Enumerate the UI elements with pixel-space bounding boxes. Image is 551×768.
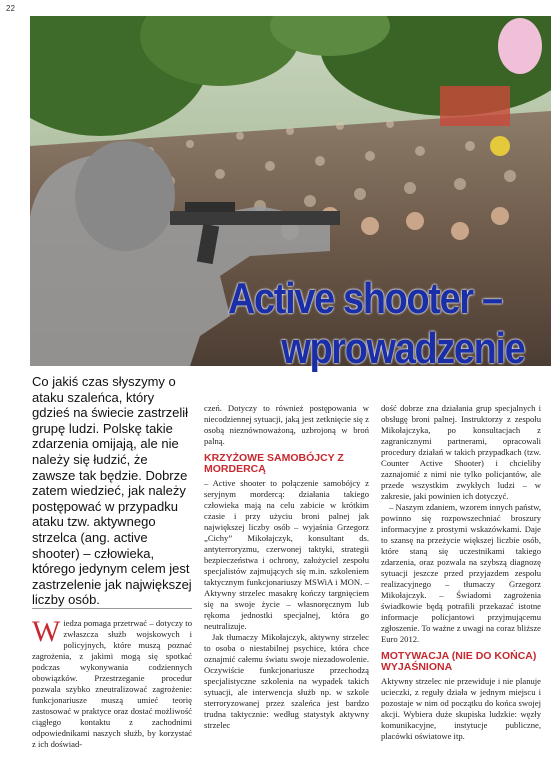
article-headline [228,274,525,374]
column-1 [32,615,192,750]
lead-divider [32,608,192,609]
col2-paragraph-3: Jak tłumaczy Mikołajczyk, aktywny strzelec to osoba o niestabilnej psychice, która chce oznajmić całemu światu swoje niezadowolenie. Oczywiście funkcjonariusze przechodzą specjalistyczne szkolenia na wypadek takich sytuacji, ale interwencja służb np. w szkole sterroryzowanej przez szaleńca jest bardzo trudna taktycznie: według statystyk aktywny strzelec [204,632,369,730]
page-number: 22 [6,4,15,13]
drop-cap: W [32,615,61,648]
col2-paragraph-1: czeń. Dotyczy to również postępowania w niecodziennej sytuacji, jaką jest zetknięcie się z osobą nieznównoważoną, uzbrojoną w broń palną. [204,403,369,446]
subheading-2: MOTYWACJA (NIE DO KOŃCA) WYJAŚNIONA [381,650,537,673]
lead-paragraph: Co jakiś czas słyszymy o ataku szaleńca, który gdzieś na świecie zastrzelił grupę ludzi. Polskę takie zdarzenia omijają, ale nie należy się łudzić, że zawsze tak będzie. Dobrze zatem wiedzieć, jak należy postępować w przypadku ataku tzw. aktywnego strzelca (ang. active shooter) – człowieka, którego jedynym celem jest zastrzelenie jak największej liczby osób. [32,374,192,608]
col3-paragraph-1: dość dobrze zna działania grup specjalnych i obsługę broni palnej. Instruktorzy z zespołu Mikołajczyka, po konsultacjach z zagranicznymi partnerami, opracowali procedury działań w takich przypadkach (tzw. Counter Active Shooter) i chcieliby zaznajomić z nimi nie tylko policjantów, ale przede wszystkim zwykłych ludzi – w zakresie, jaki powinien ich dotyczyć. [381,403,541,501]
col3-paragraph-3: Aktywny strzelec nie przewiduje i nie planuje ucieczki, z reguły działa w jednym miejscu i pozostaje w nim od początku do końca swojej akcji. Wybiera duże skupiska ludzkie: węzły komunikacyjne, instytucje publiczne, placówki oświatowe itp. [381,676,541,741]
col3-paragraph-2: – Naszym zdaniem, wzorem innych państw, powinno się rozpowszechniać broszury informacyjne z prostymi wskazówkami. Daje to szansę na przeżycie większej liczbie osób, które staną się uczestnikami takiego zdarzenia, oraz pozwala na szybszą diagnozę sytuacji jeszcze przed przyjazdem zespołu realizacyjnego – tłumaczy Grzegorz Mikołajczyk. – Świadomi zagrożenia świadkowie będą potrafili przekazać istotne informacje policjantowi przyjmującemu zgłoszenie. To ważne z uwagi na coraz bliższe Euro 2012. [381,502,541,644]
col1-text: iedza pomaga przetrwać – dotyczy to zwłaszcza służb wojskowych i policyjnych, które muszą poznać zagrożenia, z jakimi mogą się spotkać podczas wykonywania codziennych obowiązków. Przestrzeganie procedur pozwala szybko zneutralizować zagrożenie: funkcjonariusze muszą umieć teorię zastosować w praktyce oraz dostać możliwość ciągłego kontaktu z zachodnimi odpowiednikami naszych służb, by korzystać z ich doświad- [32,618,192,749]
headline-line-2: wprowadzenie [281,324,525,373]
headline-line-1: Active shooter – [228,274,502,323]
col1-paragraph [32,615,192,750]
column-2 [204,403,369,731]
col2-paragraph-2: – Active shooter to połączenie samobójcy z seryjnym mordercą: działania takiego człowieka mają na celu zabicie w krótkim czasie i przy użyciu broni palnej jak największej liczby osób – wyjaśnia Grzegorz „Cichy” Mikołajczyk, konsultant ds. antyterroryzmu, czerwonej taktyki, strategii bezpieczeństwa i ochrony, założyciel zespołu specjalistów zajmujących się m.in. szkoleniem taktycznym funkcjonariuszy MSWiA i MON. – Aktywny strzelec masakrę kończy targnięciem się na swoje życie – własnoręcznym lub rękoma jednostki specjalnej, która go neutralizuje. [204,478,369,631]
column-3 [381,403,541,742]
subheading-1: KRZYŻOWE SAMOBÓJCY Z MORDERCĄ [204,452,344,475]
